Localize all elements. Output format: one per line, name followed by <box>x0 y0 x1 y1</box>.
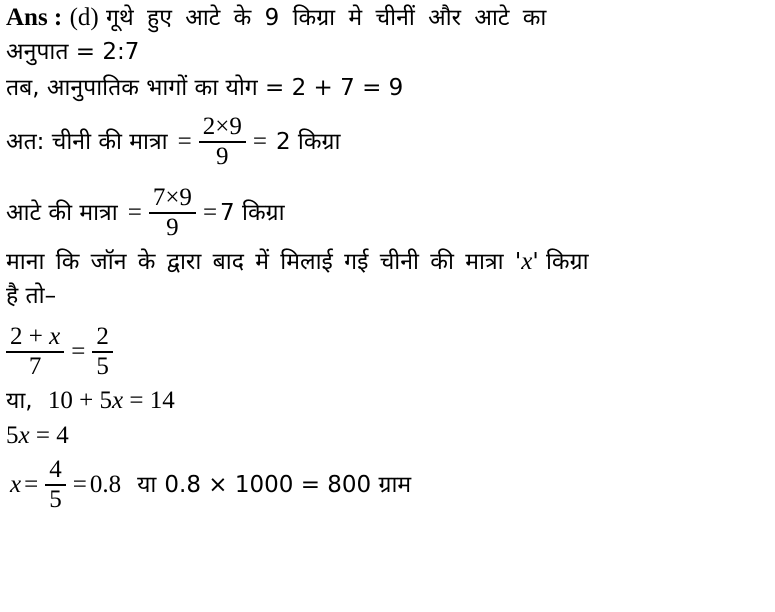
then-line <box>6 281 56 311</box>
heading-text: गूथे हुए आटे के 9 किग्रा मे चीनीं और आटे का <box>106 5 547 31</box>
or-expression-constant: 10 + 5 <box>47 387 113 414</box>
sugar-quantity-line <box>6 107 340 177</box>
flour-result: 7 किग्रा <box>220 200 285 226</box>
final-equals-1: = <box>24 471 39 498</box>
equation-equals: = <box>71 338 86 365</box>
final-conversion: 0.8 × 1000 = 800 ग्राम <box>164 472 412 498</box>
then-text: है तो– <box>6 283 57 309</box>
flour-quantity-line <box>6 178 285 248</box>
five-x-line <box>6 421 69 451</box>
flour-label: आटे की मात्रा <box>6 200 118 226</box>
equation-left-fraction <box>6 323 64 381</box>
flour-numerator: 7×9 <box>152 184 192 212</box>
sugar-equals-1: = <box>177 128 192 155</box>
sugar-equals-2: = <box>252 128 267 155</box>
equation-right-fraction <box>92 323 113 381</box>
sum-line <box>6 73 403 103</box>
final-line <box>6 450 411 520</box>
left-numerator-constant: 2 + <box>10 323 50 351</box>
left-numerator-variable: x <box>49 323 61 351</box>
or-label: या, <box>6 388 33 414</box>
answer-label: Ans : <box>6 4 63 31</box>
flour-fraction <box>149 184 196 242</box>
equation-right-denominator: 5 <box>96 352 109 380</box>
final-equals-2: = <box>72 471 87 498</box>
equation-right-numerator: 2 <box>96 323 109 351</box>
five-x-variable: x <box>18 422 30 449</box>
final-denominator: 5 <box>49 485 62 513</box>
sum-text: तब, आनुपातिक भागों का योग = 2 + 7 = 9 <box>6 75 404 101</box>
ratio-line <box>6 37 139 67</box>
answer-option: (d) <box>69 4 99 31</box>
final-numerator: 4 <box>49 456 62 484</box>
sugar-fraction <box>199 113 246 171</box>
answer-heading <box>6 3 546 33</box>
five-x-coefficient: 5 <box>6 422 19 449</box>
or-line <box>6 386 175 416</box>
equation-left-numerator <box>6 323 64 351</box>
sugar-result: 2 किग्रा <box>275 129 341 155</box>
final-fraction <box>45 456 66 514</box>
or-expression <box>48 387 175 414</box>
final-or-word: या <box>137 472 157 498</box>
or-expression-variable: x <box>112 387 124 414</box>
flour-equals-1: = <box>127 199 142 226</box>
ratio-text: अनुपात = 2:7 <box>6 39 140 65</box>
sugar-denominator: 9 <box>216 142 229 170</box>
flour-denominator: 9 <box>166 213 179 241</box>
assumption-text-before: माना कि जॉन के द्वारा बाद में मिलाई गई चीनी की मात्रा ' <box>6 249 522 275</box>
assumption-line <box>6 247 589 277</box>
equation-line <box>6 317 117 387</box>
flour-equals-2: = <box>202 199 218 226</box>
sugar-numerator: 2×9 <box>202 113 242 141</box>
assumption-text-after: ' किग्रा <box>532 249 589 275</box>
assumption-variable: x <box>521 248 533 275</box>
final-value: 0.8 <box>89 471 122 498</box>
sugar-label: अत: चीनी की मात्रा <box>6 129 168 155</box>
final-variable: x <box>10 471 22 498</box>
equation-left-denominator: 7 <box>28 352 42 380</box>
or-expression-result: = 14 <box>123 387 175 414</box>
five-x-result: = 4 <box>29 422 69 449</box>
